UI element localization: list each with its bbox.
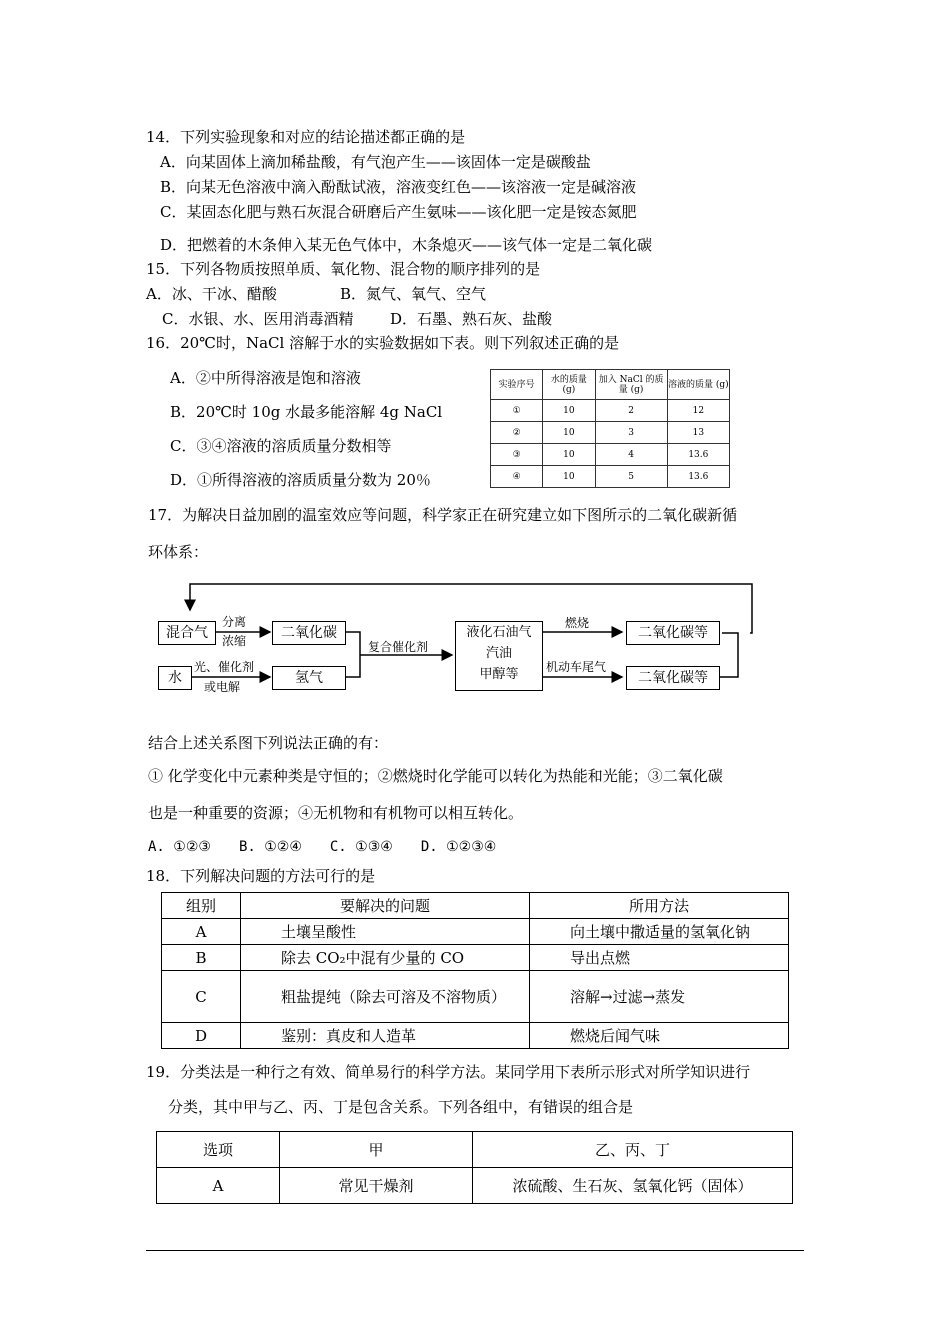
q18-table bbox=[161, 892, 789, 1049]
composite-catalyst-label: 复合催化剂 bbox=[368, 640, 429, 654]
table-cell: 12 bbox=[667, 400, 729, 422]
q18-stem: 18．下列解决问题的方法可行的是 bbox=[146, 867, 376, 885]
separate-label: 分离 bbox=[222, 615, 247, 629]
product-gasoline: 汽油 bbox=[485, 646, 512, 661]
q16-option-c: C．③④溶液的溶质质量分数相等 bbox=[170, 437, 392, 455]
table-cell: 常见干燥剂 bbox=[280, 1168, 473, 1204]
table-cell: A bbox=[162, 919, 241, 945]
burn-label: 燃烧 bbox=[565, 616, 590, 630]
q16-stem: 16．20℃时，NaCl 溶解于水的实验数据如下表。则下列叙述正确的是 bbox=[146, 334, 620, 352]
table-cell: 13.6 bbox=[667, 444, 729, 466]
q19-stem-line1: 19．分类法是一种行之有效、简单易行的科学方法。某同学用下表所示形式对所学知识进行 bbox=[146, 1063, 751, 1081]
table-cell: 10 bbox=[543, 466, 595, 488]
mixed-gas-box: 混合气 bbox=[158, 621, 216, 645]
table-cell: 燃烧后闻气味 bbox=[530, 1023, 789, 1049]
water-box: 水 bbox=[158, 666, 192, 690]
table-cell: 向土壤中撒适量的氢氧化钠 bbox=[530, 919, 789, 945]
q19-stem-line2: 分类，其中甲与乙、丙、丁是包含关系。下列各组中，有错误的组合是 bbox=[168, 1098, 634, 1116]
table-cell: 13.6 bbox=[667, 466, 729, 488]
q16-option-b: B．20℃时 10g 水最多能溶解 4g NaCl bbox=[170, 403, 443, 421]
merge-bracket bbox=[346, 632, 360, 677]
table-cell: ④ bbox=[491, 466, 543, 488]
table-cell: 导出点燃 bbox=[530, 945, 789, 971]
table-header: 甲 bbox=[280, 1132, 473, 1168]
q19-table bbox=[156, 1131, 793, 1204]
q17-options: A. ①②③ B. ①②④ C. ①③④ D. ①②③④ bbox=[148, 839, 497, 855]
table-cell: A bbox=[157, 1168, 280, 1204]
table-cell: 鉴别：真皮和人造革 bbox=[241, 1023, 530, 1049]
q17-text3: 也是一种重要的资源；④无机物和有机物可以相互转化。 bbox=[148, 804, 524, 822]
q15-option-d: D．石墨、熟石灰、盐酸 bbox=[390, 310, 553, 328]
page-divider bbox=[146, 1250, 804, 1251]
table-cell: 10 bbox=[543, 400, 595, 422]
table-cell: 10 bbox=[543, 444, 595, 466]
q17-text2: ① 化学变化中元素种类是守恒的；②燃烧时化学能可以转化为热能和光能；③二氧化碳 bbox=[148, 767, 723, 785]
co2-box: 二氧化碳 bbox=[272, 621, 346, 645]
table-cell: 10 bbox=[543, 422, 595, 444]
q15-stem: 15．下列各物质按照单质、氧化物、混合物的顺序排列的是 bbox=[146, 260, 541, 278]
table-cell: C bbox=[162, 971, 241, 1023]
table-cell: ③ bbox=[491, 444, 543, 466]
co2-merge-line bbox=[718, 633, 738, 677]
table-header: 组别 bbox=[162, 893, 241, 919]
table-header: 乙、丙、丁 bbox=[473, 1132, 793, 1168]
hydrogen-box: 氢气 bbox=[272, 666, 346, 690]
table-header: 选项 bbox=[157, 1132, 280, 1168]
exhaust-label: 机动车尾气 bbox=[546, 660, 607, 674]
table-cell: B bbox=[162, 945, 241, 971]
table-header: 溶液的质量 (g) bbox=[667, 370, 729, 400]
electrolysis-label: 或电解 bbox=[204, 680, 241, 694]
q14-option-a: A．向某固体上滴加稀盐酸，有气泡产生——该固体一定是碳酸盐 bbox=[160, 153, 591, 171]
table-header: 所用方法 bbox=[530, 893, 789, 919]
q17-stem-line2: 环体系： bbox=[148, 543, 209, 561]
q15-option-c: C．水银、水、医用消毒酒精 bbox=[162, 310, 354, 328]
table-cell: ② bbox=[491, 422, 543, 444]
product-lpg: 液化石油气 bbox=[466, 625, 532, 640]
table-cell: 土壤呈酸性 bbox=[241, 919, 530, 945]
table-cell: D bbox=[162, 1023, 241, 1049]
table-cell: 浓硫酸、生石灰、氢氧化钙（固体） bbox=[473, 1168, 793, 1204]
table-cell: 4 bbox=[595, 444, 667, 466]
q16-option-d: D．①所得溶液的溶质质量分数为 20％ bbox=[170, 471, 431, 489]
q17-text1: 结合上述关系图下列说法正确的有： bbox=[148, 734, 389, 752]
table-header: 实验序号 bbox=[491, 370, 543, 400]
q14-stem: 14．下列实验现象和对应的结论描述都正确的是 bbox=[146, 128, 466, 146]
product-methanol: 甲醇等 bbox=[479, 667, 519, 682]
table-cell: 5 bbox=[595, 466, 667, 488]
co2-etc-box-1: 二氧化碳等 bbox=[626, 621, 720, 645]
table-cell: 2 bbox=[595, 400, 667, 422]
q15-option-b: B．氮气、氧气、空气 bbox=[340, 285, 487, 303]
products-box bbox=[455, 621, 543, 691]
table-cell: 溶解→过滤→蒸发 bbox=[530, 971, 789, 1023]
q15-option-a: A．冰、干冰、醋酸 bbox=[146, 285, 277, 303]
concentrate-label: 浓缩 bbox=[222, 634, 247, 648]
q14-option-d: D．把燃着的木条伸入某无色气体中，木条熄灭——该气体一定是二氧化碳 bbox=[160, 236, 653, 254]
table-header: 加入 NaCl 的质量 (g) bbox=[595, 370, 667, 400]
table-cell: ① bbox=[491, 400, 543, 422]
table-header: 要解决的问题 bbox=[241, 893, 530, 919]
q14-option-c: C．某固态化肥与熟石灰混合研磨后产生氨味——该化肥一定是铵态氮肥 bbox=[160, 203, 637, 221]
q16-option-a: A．②中所得溶液是饱和溶液 bbox=[170, 369, 361, 387]
table-header: 水的质量 (g) bbox=[543, 370, 595, 400]
table-cell: 13 bbox=[667, 422, 729, 444]
table-cell: 除去 CO₂中混有少量的 CO bbox=[241, 945, 530, 971]
table-cell: 3 bbox=[595, 422, 667, 444]
q14-option-b: B．向某无色溶液中滴入酚酞试液，溶液变红色——该溶液一定是碱溶液 bbox=[160, 178, 637, 196]
light-catalyst-label: 光、催化剂 bbox=[194, 660, 255, 674]
table-cell: 粗盐提纯（除去可溶及不溶物质） bbox=[241, 971, 530, 1023]
co2-etc-box-2: 二氧化碳等 bbox=[626, 666, 720, 690]
q17-stem-line1: 17．为解决日益加剧的温室效应等问题，科学家正在研究建立如下图所示的二氧化碳新循 bbox=[148, 506, 738, 524]
